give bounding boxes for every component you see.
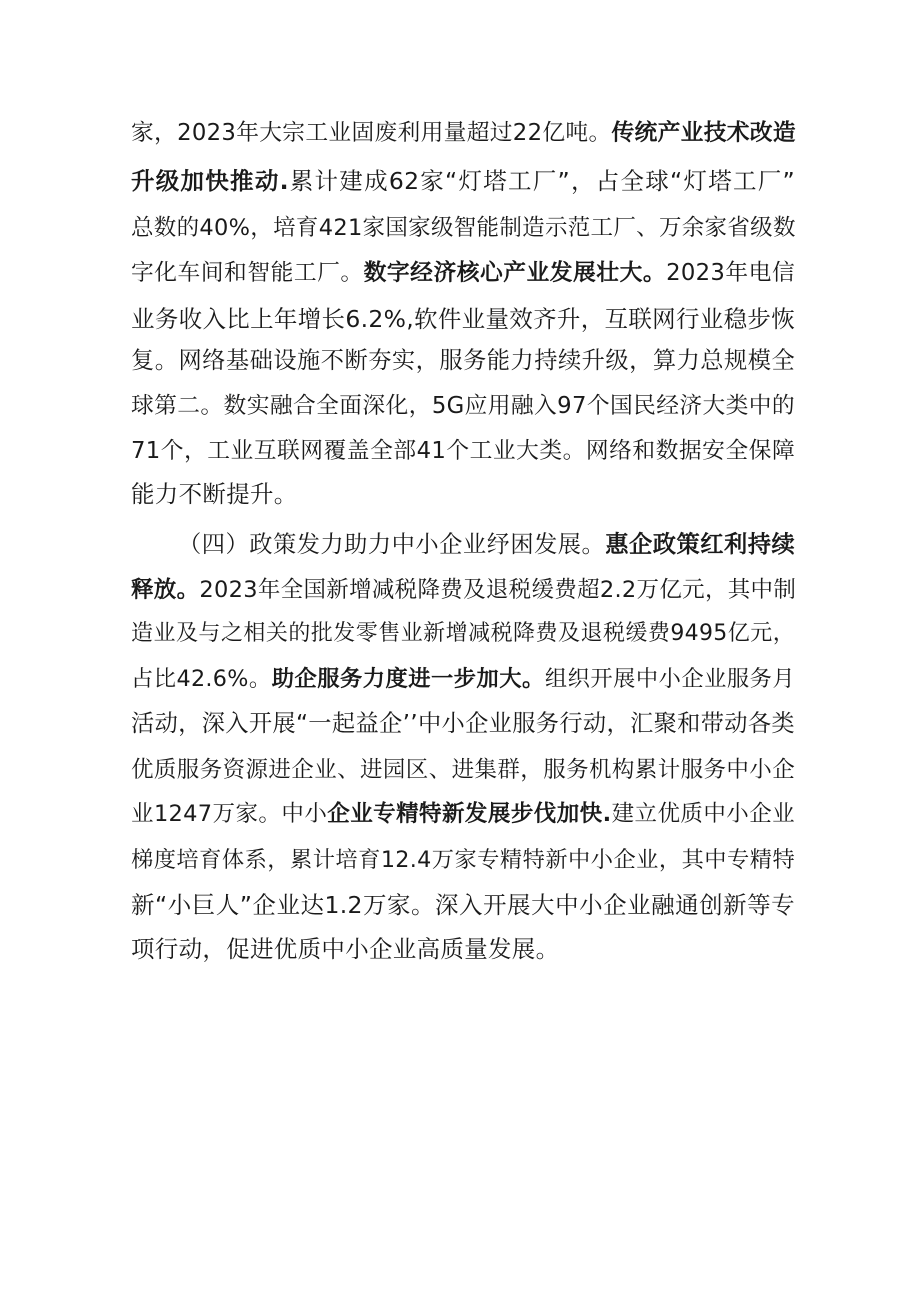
p1-line-4 (131, 258, 795, 288)
p1-line-9 (131, 479, 795, 509)
p2-line-1 (178, 530, 795, 560)
p1-line-8 (131, 436, 795, 466)
p1-line-1 (131, 118, 795, 148)
bold-span: 助企服务力度进一步加大。 (271, 666, 545, 692)
text-span: 2023年全国新增减税降费及退税缓费超2.2万亿元，其中制 (199, 577, 797, 603)
text-span: 造业及与之相关的批发零售业新增减税降费及退税缓费9495亿元， (131, 621, 795, 646)
bold-span: 惠企政策红利持续 (605, 531, 795, 558)
bold-span: 数字经济核心产业发展壮大。 (363, 260, 667, 286)
p2-line-3 (131, 619, 795, 649)
text-span: （四）政策发力助力中小企业纾困发展。 (178, 531, 606, 558)
p1-line-7 (131, 391, 795, 421)
p2-line-8 (131, 845, 795, 875)
text-span: 建立优质中小企业 (611, 801, 795, 827)
p1-line-3 (131, 213, 795, 243)
text-span: 球第二。数实融合全面深化，5G应用融入97个国民经济大类中的 (131, 393, 795, 419)
text-span: 优质服务资源进企业、进园区、进集群，服务机构累计服务中小企 (131, 757, 795, 783)
text-span: 字化车间和智能工厂。 (131, 260, 364, 286)
text-span: 新“小巨人”企业达1.2万家。深入开展大中小企业融通创新等专 (131, 891, 795, 919)
text-span: 业务收入比上年增长6.2%,软件业量效齐升，互联网行业稳步恢 (131, 305, 795, 333)
text-span: 能力不断提升。 (131, 480, 298, 508)
text-span: 2023年电信 (666, 260, 796, 286)
p1-line-5 (131, 304, 795, 334)
text-span: 业1247万家。中小 (131, 801, 328, 827)
p1-line-6 (131, 346, 795, 376)
text-span: 71个，工业互联网覆盖全部41个工业大类。网络和数据安全保障 (131, 438, 795, 464)
text-span: 活动，深入开展“一起益企’’中小企业服务行动，汇聚和带动各类 (131, 710, 795, 737)
p2-line-6 (131, 755, 795, 785)
bold-span: 传统产业技术改造 (611, 120, 796, 146)
p2-line-10 (131, 934, 795, 964)
bold-span: 企业专精特新发展步伐加快. (327, 801, 612, 827)
text-span: 累计建成62家“灯塔工厂”，占全球“灯塔工厂” (288, 167, 795, 195)
text-span: 项行动，促进优质中小企业高质量发展。 (131, 935, 560, 963)
bold-span: 升级加快推动. (131, 167, 289, 195)
text-span: 占比42.6%。 (131, 666, 272, 692)
bold-span: 释放。 (131, 577, 200, 603)
p2-line-9 (131, 890, 795, 920)
text-span: 家，2023年大宗工业固废利用量超过22亿吨。 (131, 120, 612, 146)
p2-line-2 (131, 575, 795, 605)
p1-line-2 (131, 166, 795, 196)
text-span: 总数的40%，培育421家国家级智能制造示范工厂、万余家省级数 (131, 215, 796, 241)
text-span: 梯度培育体系，累计培育12.4万家专精特新中小企业，其中专精特 (131, 847, 795, 873)
p2-line-5 (131, 709, 795, 739)
p2-line-7 (131, 799, 795, 829)
text-span: 组织开展中小企业服务月 (544, 666, 795, 692)
text-span: 复。网络基础设施不断夯实，服务能力持续升级，算力总规模全 (131, 347, 795, 374)
p2-line-4 (131, 664, 795, 694)
